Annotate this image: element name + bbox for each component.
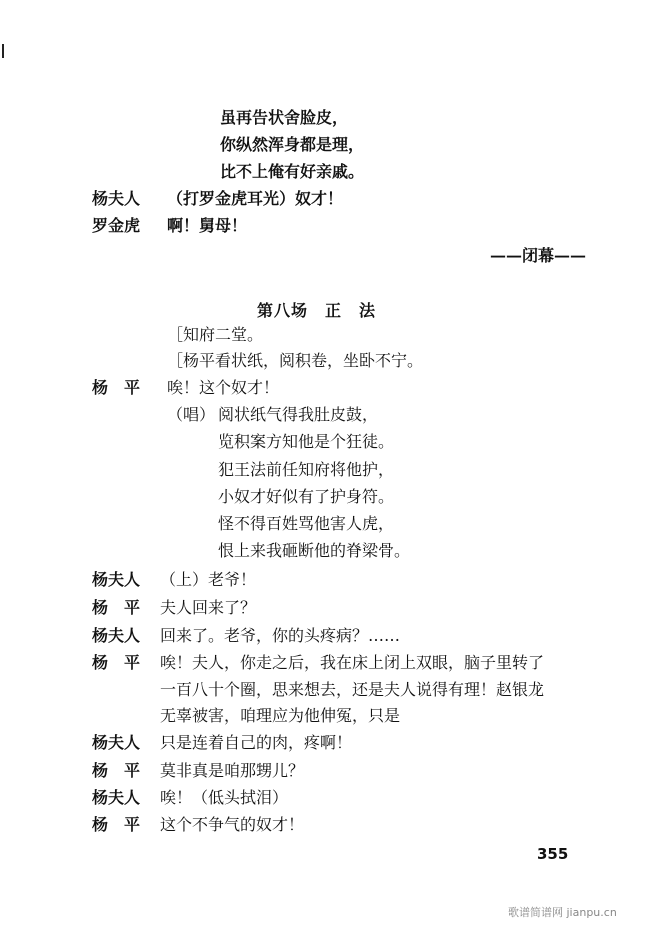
verse-line: 虽再告状舍脸皮， bbox=[220, 108, 349, 127]
dialog-text: 这个不争气的奴才！ bbox=[160, 815, 305, 834]
speaker-name: 杨 平 bbox=[92, 815, 141, 834]
speaker-name: 杨 平 bbox=[92, 653, 141, 672]
stage-direction: ［杨平看状纸，阅积卷，坐卧不宁。 bbox=[167, 351, 424, 370]
dialog-text: 夫人回来了？ bbox=[160, 598, 257, 617]
speaker-name: 杨夫人 bbox=[92, 189, 141, 208]
dialog-text: 一百八十个圈，思来想去，还是夫人说得有理！赵银龙 bbox=[160, 680, 545, 699]
speaker-name: 杨 平 bbox=[92, 761, 141, 780]
sing-mark: （唱） bbox=[167, 405, 216, 424]
speaker-name: 杨 平 bbox=[92, 598, 141, 617]
dialog-text: 唉！（低头拭泪） bbox=[160, 788, 289, 807]
curtain-mark: ——闭幕—— bbox=[490, 246, 587, 265]
aria-line: 览积案方知他是个狂徒。 bbox=[218, 432, 395, 451]
stage-direction: ［知府二堂。 bbox=[167, 325, 264, 344]
speaker-name: 罗金虎 bbox=[92, 216, 141, 235]
dialog-text: 莫非真是咱那甥儿？ bbox=[160, 761, 305, 780]
scene-title: 第八场 正 法 bbox=[257, 301, 377, 320]
aria-line: 怪不得百姓骂他害人虎， bbox=[218, 514, 395, 533]
edge-mark bbox=[2, 44, 4, 58]
aria-line: 犯王法前任知府将他护， bbox=[218, 460, 395, 479]
speaker-name: 杨夫人 bbox=[92, 788, 141, 807]
dialog-text: 唉！这个奴才！ bbox=[167, 378, 280, 397]
dialog-text: 无辜被害，咱理应为他伸冤，只是 bbox=[160, 706, 401, 725]
site-watermark: 歌谱简谱网 jianpu.cn bbox=[508, 906, 617, 919]
dialog-text: 回来了。老爷，你的头疼病？…… bbox=[160, 626, 401, 645]
speaker-name: 杨夫人 bbox=[92, 570, 141, 589]
dialog-text: 啊！舅母！ bbox=[167, 216, 248, 235]
aria-line: 小奴才好似有了护身符。 bbox=[218, 487, 395, 506]
verse-line: 比不上俺有好亲戚。 bbox=[220, 162, 365, 181]
speaker-name: 杨 平 bbox=[92, 378, 141, 397]
dialog-text: （上）老爷！ bbox=[160, 570, 257, 589]
speaker-name: 杨夫人 bbox=[92, 733, 141, 752]
page-number: 355 bbox=[537, 845, 569, 863]
aria-line: 阅状纸气得我肚皮鼓， bbox=[218, 405, 379, 424]
speaker-name: 杨夫人 bbox=[92, 626, 141, 645]
aria-line: 恨上来我砸断他的脊梁骨。 bbox=[218, 541, 411, 560]
dialog-text: （打罗金虎耳光）奴才！ bbox=[167, 189, 344, 208]
dialog-text: 只是连着自己的肉，疼啊！ bbox=[160, 733, 353, 752]
dialog-text: 唉！夫人，你走之后，我在床上闭上双眼，脑子里转了 bbox=[160, 653, 545, 672]
verse-line: 你纵然浑身都是理， bbox=[220, 135, 365, 154]
